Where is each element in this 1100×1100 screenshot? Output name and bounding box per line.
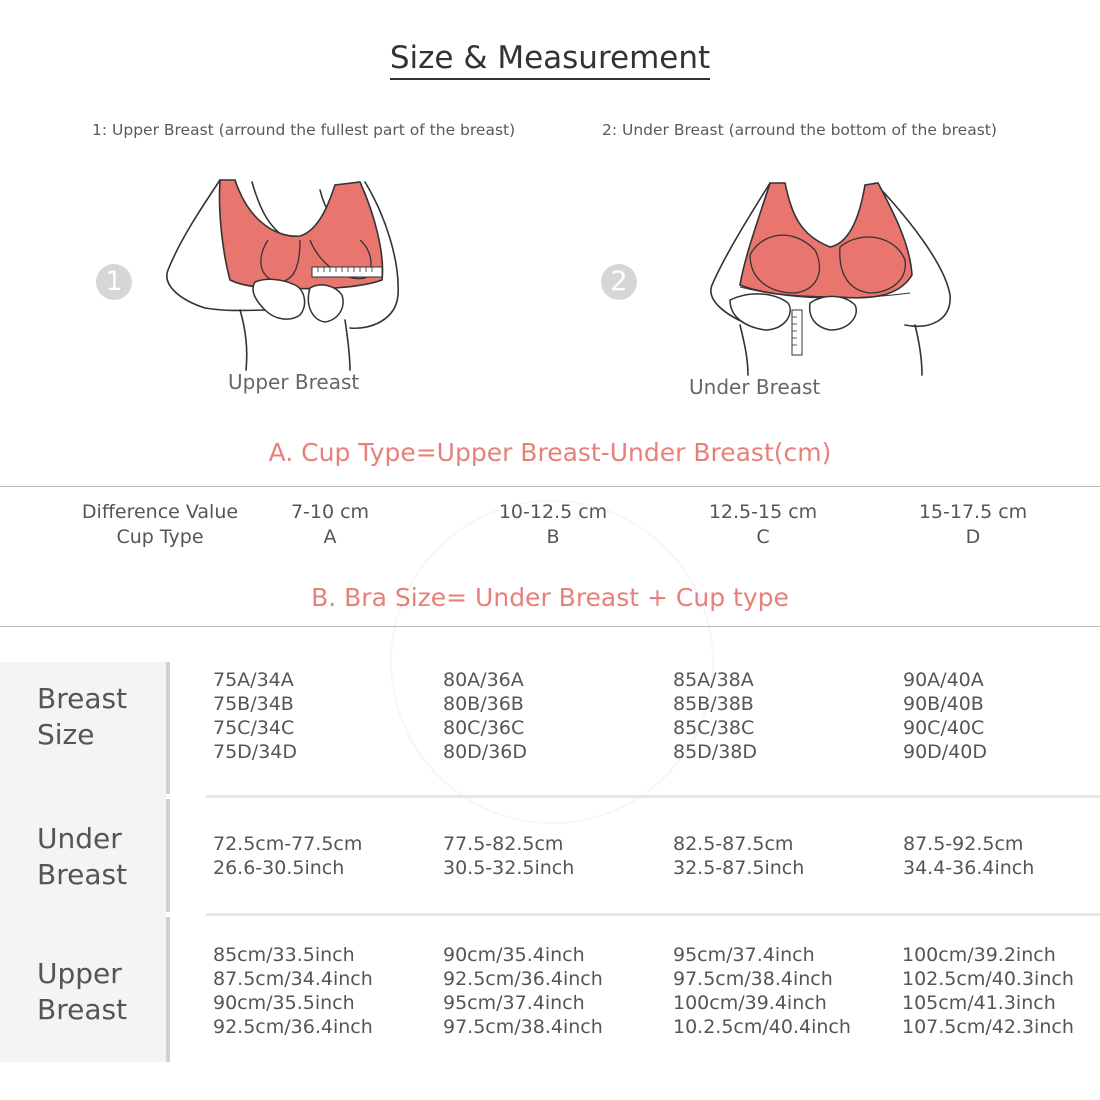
under-breast-illustration bbox=[700, 175, 970, 375]
table-cell: 95cm/37.4inch 97.5cm/38.4inch 100cm/39.4inch 10.2.5cm/40.4inch bbox=[673, 944, 851, 1038]
table-cell: 72.5cm-77.5cm 26.6-30.5inch bbox=[213, 833, 363, 879]
cup-column bbox=[683, 500, 843, 550]
row-divider-bar bbox=[166, 799, 170, 912]
difference-value: 15-17.5 cm bbox=[918, 501, 1028, 523]
table-cell: 100cm/39.2inch 102.5cm/40.3inch 105cm/41.3inch 107.5cm/42.3inch bbox=[902, 944, 1074, 1038]
under-breast-title: Under Breast bbox=[37, 822, 128, 891]
table-cell: 75A/34A 75B/34B 75C/34C 75D/34D bbox=[213, 669, 298, 763]
difference-value: 7-10 cm bbox=[290, 501, 370, 523]
cup-row-labels bbox=[60, 500, 260, 550]
cup-type-heading: A. Cup Type=Upper Breast-Under Breast(cm) bbox=[268, 438, 832, 467]
table-cell: 87.5-92.5cm 34.4-36.4inch bbox=[903, 833, 1035, 879]
upper-breast-label: Upper Breast bbox=[228, 370, 360, 394]
cup-letter: C bbox=[756, 526, 770, 548]
cup-letter: B bbox=[546, 526, 560, 548]
table-cell: 85A/38A 85B/38B 85C/38C 85D/38D bbox=[673, 669, 758, 763]
divider bbox=[0, 626, 1100, 627]
cup-letter: A bbox=[323, 526, 337, 548]
table-cell: 77.5-82.5cm 30.5-32.5inch bbox=[443, 833, 575, 879]
difference-value: 10-12.5 cm bbox=[498, 501, 608, 523]
table-cell: 85cm/33.5inch 87.5cm/34.4inch 90cm/35.5inch 92.5cm/36.4inch bbox=[213, 944, 373, 1038]
divider bbox=[0, 486, 1100, 487]
upper-breast-title: Upper Breast bbox=[37, 957, 128, 1026]
row-separator bbox=[206, 795, 1100, 798]
difference-value: 12.5-15 cm bbox=[708, 501, 818, 523]
bra-size-heading: B. Bra Size= Under Breast + Cup type bbox=[311, 583, 789, 612]
difference-value-label: Difference Value bbox=[81, 501, 239, 523]
step2-number-icon: 2 bbox=[601, 264, 637, 300]
step2-caption: 2: Under Breast (arround the bottom of the breast) bbox=[602, 121, 997, 139]
breast-size-title: Breast Size bbox=[37, 682, 128, 751]
row-divider-bar bbox=[166, 662, 170, 794]
cup-column bbox=[473, 500, 633, 550]
table-cell: 90A/40A 90B/40B 90C/40C 90D/40D bbox=[903, 669, 988, 763]
cup-column bbox=[250, 500, 410, 550]
under-breast-label: Under Breast bbox=[689, 375, 821, 399]
table-cell: 80A/36A 80B/36B 80C/36C 80D/36D bbox=[443, 669, 528, 763]
step1-number-icon: 1 bbox=[96, 264, 132, 300]
cup-type-label: Cup Type bbox=[116, 526, 204, 548]
page-title: Size & Measurement bbox=[0, 40, 1100, 76]
upper-breast-illustration bbox=[160, 170, 420, 370]
table-cell: 90cm/35.4inch 92.5cm/36.4inch 95cm/37.4inch 97.5cm/38.4inch bbox=[443, 944, 603, 1038]
cup-letter: D bbox=[965, 526, 981, 548]
row-separator bbox=[206, 913, 1100, 916]
row-divider-bar bbox=[166, 917, 170, 1062]
cup-column bbox=[893, 500, 1053, 550]
step1-caption: 1: Upper Breast (arround the fullest part of the breast) bbox=[92, 121, 516, 139]
table-cell: 82.5-87.5cm 32.5-87.5inch bbox=[673, 833, 805, 879]
